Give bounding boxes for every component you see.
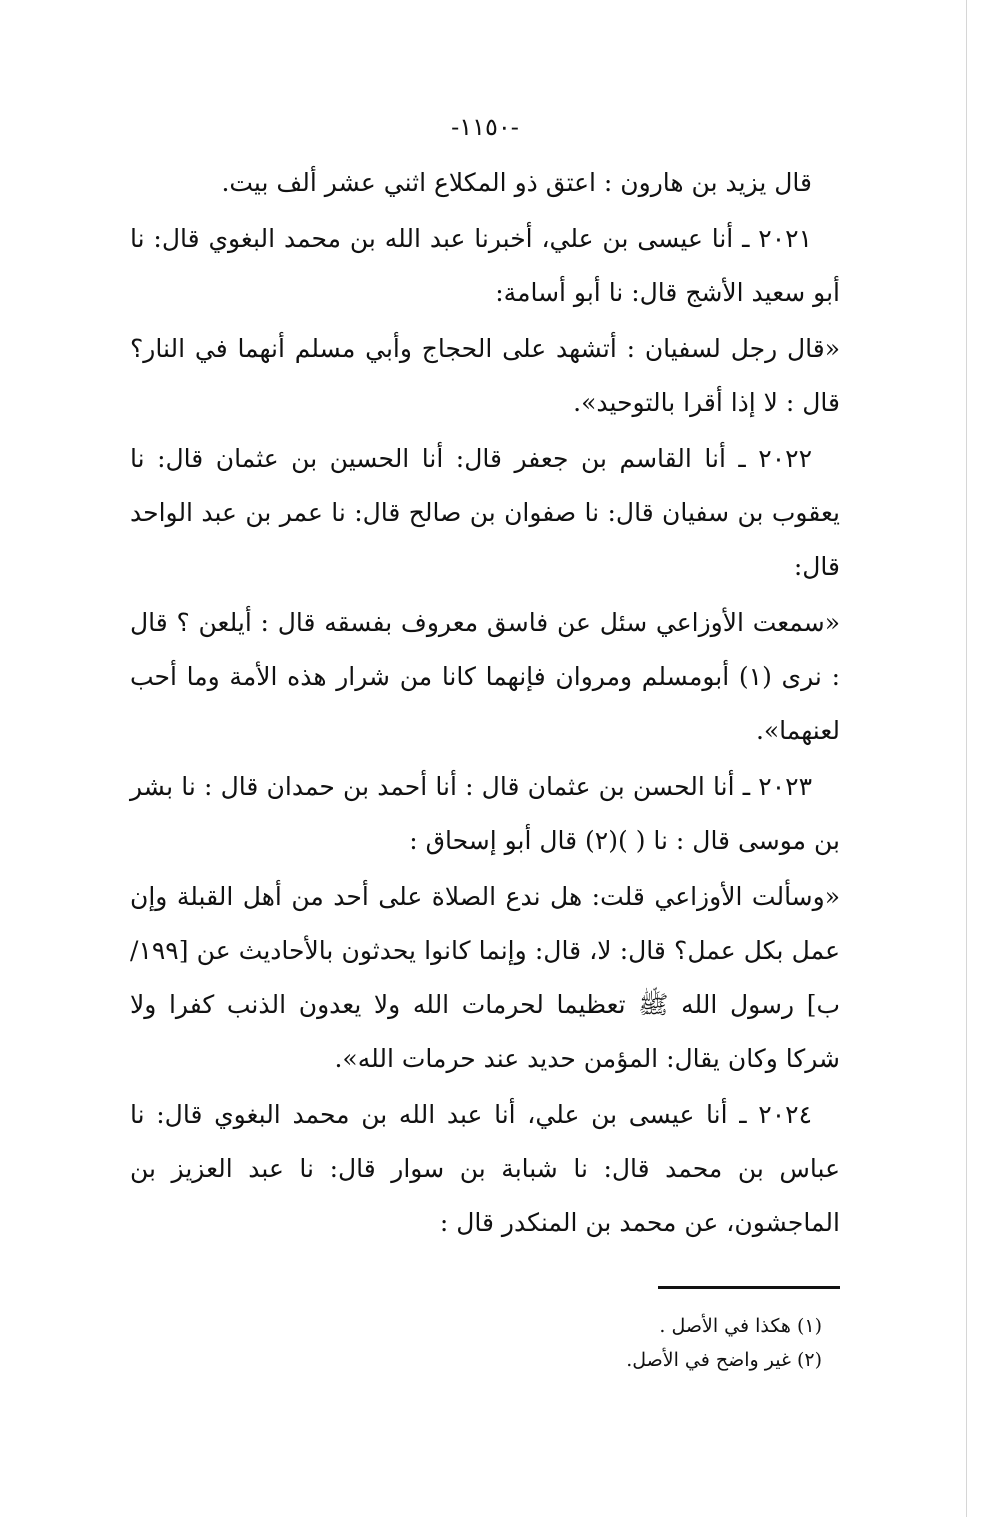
- page-number: -١١٥٠-: [451, 113, 519, 141]
- book-page: [130, 110, 840, 1377]
- paragraph-yazid-statement: قال يزيد بن هارون : اعتق ذو المكلاع اثني عشر ألف بيت.: [221, 168, 812, 197]
- footnote-1: (١) هكذا في الأصل .: [659, 1315, 822, 1337]
- page-edge-line: [966, 0, 967, 1517]
- footnote-divider: [658, 1286, 840, 1289]
- paragraph-hadith-2021-text: «قال رجل لسفيان : أتشهد على الحجاج وأبي مسلم أنهما في النار؟ قال : لا إذا أقرا بالتوحيد».: [130, 334, 840, 417]
- paragraph-hadith-2022-chain: ٢٠٢٢ ـ أنا القاسم بن جعفر قال: أنا الحسين بن عثمان قال: نا يعقوب بن سفيان قال: نا صفوان بن صالح قال: نا عمر بن عبد الواحد قال:: [130, 444, 840, 581]
- paragraph-hadith-2021-chain: ٢٠٢١ ـ أنا عيسى بن علي، أخبرنا عبد الله بن محمد البغوي قال: نا أبو سعيد الأشج قال: نا أبو أسامة:: [130, 224, 840, 307]
- footnote-2: (٢) غير واضح في الأصل.: [626, 1349, 822, 1371]
- paragraph-hadith-2024-chain: ٢٠٢٤ ـ أنا عيسى بن علي، أنا عبد الله بن محمد البغوي قال: نا عباس بن محمد قال: نا شبابة بن سوار قال: نا عبد العزيز بن الماجشون، عن محمد بن المنكدر قال :: [130, 1100, 840, 1237]
- paragraph-hadith-2023-chain: ٢٠٢٣ ـ أنا الحسن بن عثمان قال : أنا أحمد بن حمدان قال : نا بشر بن موسى قال : نا ( )(٢) قال أبو إسحاق :: [130, 772, 840, 855]
- paragraph-hadith-2022-text: «سمعت الأوزاعي سئل عن فاسق معروف بفسقه قال : أيلعن ؟ قال : نرى (١) أبومسلم ومروان فإنهما كانا من شرار هذه الأمة وما أحب لعنهما».: [130, 608, 840, 745]
- paragraph-hadith-2023-text: «وسألت الأوزاعي قلت: هل ندع الصلاة على أحد من أهل القبلة وإن عمل بكل عمل؟ قال: لا، قال: وإنما كانوا يحدثون بالأحاديث عن [١٩٩/ب] رسول الله ﷺ تعظيما لحرمات الله ولا يعدون الذنب كفرا ولا شركا وكان يقال: المؤمن حديد عند حرمات الله».: [130, 882, 840, 1073]
